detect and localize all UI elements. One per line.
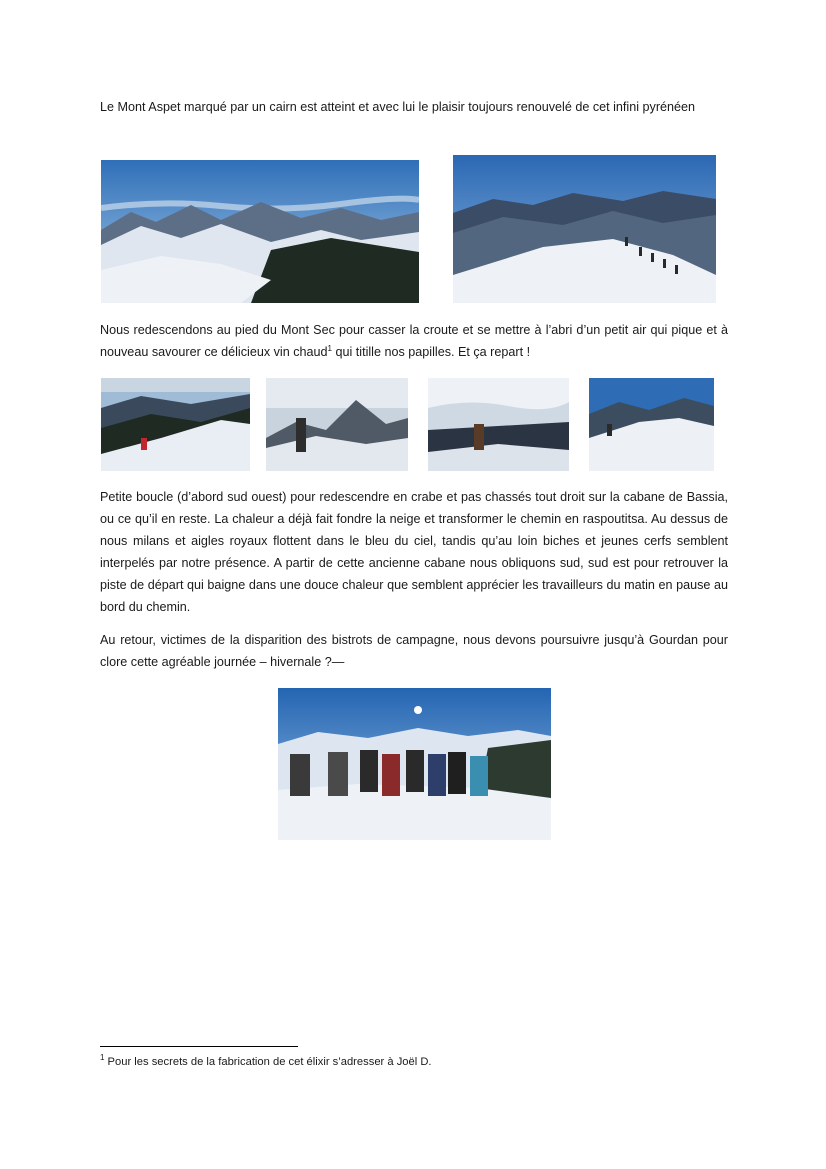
photo-group [278,688,551,840]
footnote-text: Pour les secrets de la fabrication de cet élixir s’adresser à Joël D. [104,1056,432,1068]
paragraph-lunch-text: Nous redescendons au pied du Mont Sec pour casser la croute et se mettre à l’abri d’un petit air qui pique et à nouveau savourer ce délicieux vin chaud [100,323,728,359]
footnote-separator [100,1046,298,1047]
photo-descent-red-jacket [101,378,250,471]
footnote-reference[interactable]: 1 [327,344,332,353]
paragraph-return: Au retour, victimes de la disparition des bistrots de campagne, nous devons poursuivre jusqu’à Gourdan pour clore cette agréable journée – hivernale ?— [100,633,728,669]
photo-hiker-valley-view [428,378,569,471]
photo-hikers-snow-ridge [589,378,714,471]
paragraph-lunch [100,319,728,363]
photo-hikers-ridge [453,155,716,303]
footnote [100,1054,432,1070]
paragraph-summit: Le Mont Aspet marqué par un cairn est atteint et avec lui le plaisir toujours renouvelé de cet infini pyrénéen [100,100,696,114]
photo-panorama-summit [101,160,419,303]
paragraph-lunch-text-end: qui titille nos papilles. Et ça repart ! [331,345,531,359]
paragraph-loop: Petite boucle (d’abord sud ouest) pour redescendre en crabe et pas chassés tout droit sur la cabane de Bassia, ou ce qu’il en reste. La chaleur a déjà fait fondre la neige et transformer le chemin en raspoutitsa. Au dessus de nous milans et aigles royaux flottent dans le bleu du ciel, tandis qu’au loin biches et jeunes cerfs semblent interpelés par notre présence. A partir de cette ancienne cabane nous obliquons sud, sud est pour retrouver la piste de départ qui baigne dans une douce chaleur que semblent apprécier les travailleurs du matin en pause au bord du chemin. [100,490,728,614]
footnote-number: 1 [100,1053,105,1062]
photo-hiker-rocky-peak [266,378,408,471]
